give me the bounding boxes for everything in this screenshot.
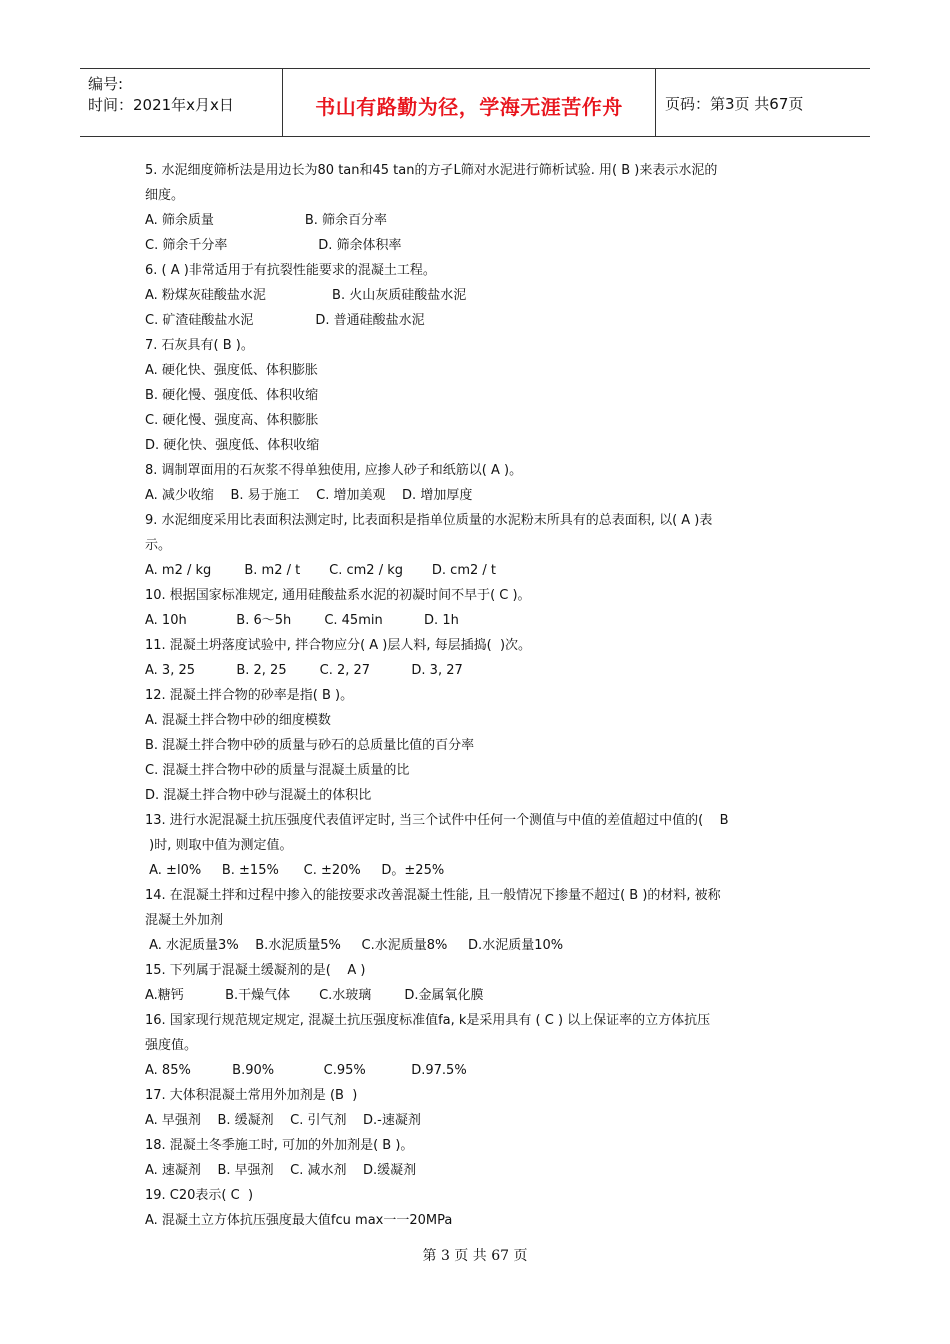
document-number-label: 编号: [88, 75, 124, 93]
header-page-cell [655, 69, 870, 136]
text-line: 7. 石灰具有( B )。 [145, 338, 254, 353]
text-line: A. ±l0% B. ±15% C. ±20% D。±25% [145, 863, 445, 878]
text-line: C. 筛余千分率 D. 筛余体积率 [145, 238, 402, 253]
text-line: 6. ( A )非常适用于有抗裂性能要求的混凝土工程。 [145, 263, 436, 278]
question-list [145, 160, 810, 1235]
text-line: A. m2 / kg B. m2 / t C. cm2 / kg D. cm2 / t [145, 563, 497, 578]
text-line: D. 混凝土拌合物中砂与混凝土的体积比 [145, 788, 372, 803]
text-line: 8. 调制罩面用的石灰浆不得单独使用, 应掺人砂子和纸筋以( A )。 [145, 463, 523, 478]
text-line: 12. 混凝土拌合物的砂率是指( B )。 [145, 688, 354, 703]
text-line: 19. C20表示( C ) [145, 1188, 254, 1203]
document-date: 时间：2021年x月x日 [88, 96, 234, 114]
text-line: A.糖钙 B.干燥气体 C.水玻璃 D.金属氧化膜 [145, 988, 484, 1003]
text-line: A. 85% B.90% C.95% D.97.5% [145, 1063, 467, 1078]
text-line: 13. 进行水泥混凝土抗压强度代表值评定时, 当三个试件中任何一个测值与中值的差值超过中值的( B [145, 813, 729, 828]
text-line: 9. 水泥细度采用比表面积法测定时, 比表面积是指单位质量的水泥粉末所具有的总表面积, 以( A )表 [145, 513, 713, 528]
text-line: A. 10h B. 6～5h C. 45min D. 1h [145, 613, 459, 628]
motto-text: 书山有路勤为径，学海无涯苦作舟 [315, 95, 623, 119]
header-info-cell [80, 69, 282, 136]
text-line: A. 混凝土拌合物中砂的细度模数 [145, 713, 331, 728]
page-header [80, 68, 870, 137]
text-line: 16. 国家现行规范规定规定, 混凝土抗压强度标准值fa, k是采用具有 ( C ) 以上保证率的立方体抗压 [145, 1013, 711, 1028]
text-line: 示。 [145, 538, 172, 553]
text-line: A. 筛余质量 B. 筛余百分率 [145, 213, 388, 228]
text-line: C. 混凝土拌合物中砂的质量与混凝土质量的比 [145, 763, 410, 778]
text-line: 15. 下列属于混凝土缓凝剂的是( A ) [145, 963, 366, 978]
text-line: B. 混凝土拌合物中砂的质量与砂石的总质量比值的百分率 [145, 738, 475, 753]
text-line: 14. 在混凝土拌和过程中掺入的能按要求改善混凝土性能, 且一般情况下掺量不超过( B )的材料, 被称 [145, 888, 721, 903]
text-line: A. 减少收缩 B. 易于施工 C. 增加美观 D. 增加厚度 [145, 488, 473, 503]
text-line: 细度。 [145, 188, 185, 203]
text-line: A. 3, 25 B. 2, 25 C. 2, 27 D. 3, 27 [145, 663, 463, 678]
text-line: 混凝土外加剂 [145, 913, 224, 928]
text-line: 17. 大体积混凝土常用外加剂是 (B ) [145, 1088, 358, 1103]
text-line: 11. 混凝土坍落度试验中, 拌合物应分( A )层人料, 每层插捣( )次。 [145, 638, 532, 653]
text-line: B. 硬化慢、强度低、体积收缩 [145, 388, 319, 403]
text-line: 18. 混凝土冬季施工时, 可加的外加剂是( B )。 [145, 1138, 414, 1153]
text-line: C. 矿渣硅酸盐水泥 D. 普通硅酸盐水泥 [145, 313, 425, 328]
page-footer: 第 3 页 共 67 页 [422, 1248, 528, 1264]
text-line: A. 硬化快、强度低、体积膨胀 [145, 363, 318, 378]
text-line: A. 速凝剂 B. 早强剂 C. 减水剂 D.缓凝剂 [145, 1163, 417, 1178]
page-code: 页码：第3页 共67页 [665, 95, 804, 113]
text-line: )时, 则取中值为测定值。 [145, 838, 293, 853]
text-line: A. 水泥质量3% B.水泥质量5% C.水泥质量8% D.水泥质量10% [145, 938, 564, 953]
text-line: 强度值。 [145, 1038, 198, 1053]
text-line: A. 混凝土立方体抗压强度最大值fcu max一一20MPa [145, 1213, 453, 1228]
text-line: 10. 根据国家标准规定, 通用硅酸盐系水泥的初凝时间不早于( C )。 [145, 588, 531, 603]
text-line: D. 硬化快、强度低、体积收缩 [145, 438, 320, 453]
text-line: C. 硬化慢、强度高、体积膨胀 [145, 413, 319, 428]
text-line: A. 早强剂 B. 缓凝剂 C. 引气剂 D.-速凝剂 [145, 1113, 421, 1128]
header-motto-cell [282, 69, 656, 136]
text-line: 5. 水泥细度筛析法是用边长为80 tan和45 tan的方孑L筛对水泥进行筛析试验. 用( B )来表示水泥的 [145, 163, 718, 178]
text-line: A. 粉煤灰硅酸盐水泥 B. 火山灰质硅酸盐水泥 [145, 288, 467, 303]
